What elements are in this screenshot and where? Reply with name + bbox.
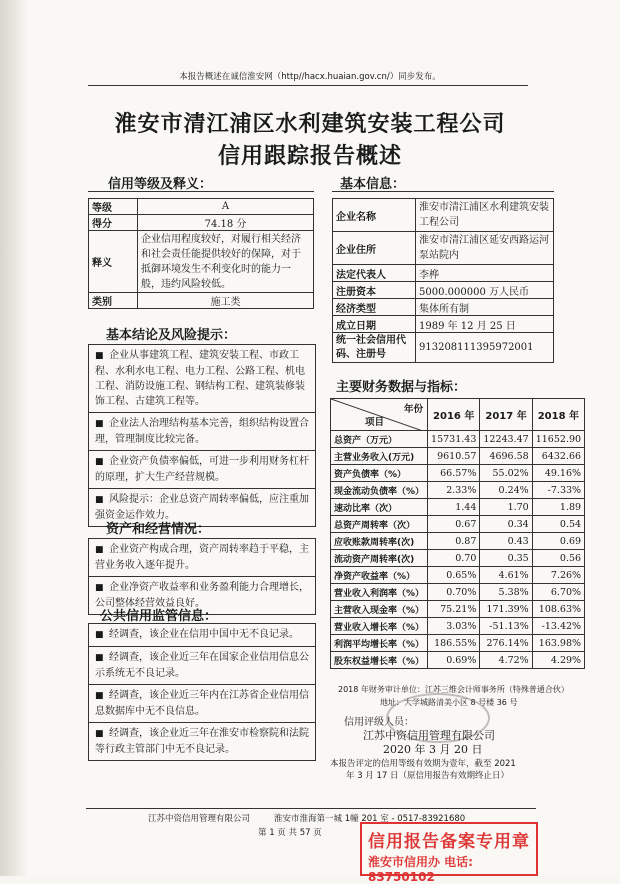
assets-heading: 资产和经营情况： (106, 522, 211, 537)
footer-rule (86, 808, 536, 809)
category-value: 施工类 (138, 293, 314, 309)
finance-row (331, 431, 585, 448)
finance-cell: 1.44 (428, 499, 480, 516)
finance-cell: 0.24% (480, 482, 532, 499)
report-subtitle: 信用跟踪报告概述 (217, 143, 402, 169)
audit-note: 2018 年财务审计单位：江苏三维会计师事务所（特殊普通合伙） (338, 685, 569, 694)
finance-row (331, 652, 585, 669)
conclusion-item: ■ 企业资产负债率偏低，可进一步利用财务杠杆的原理，扩大生产经营规模。 (89, 451, 315, 489)
finance-cell: 0.65% (428, 567, 480, 584)
finance-cell: -7.33% (532, 482, 584, 499)
finance-row-label: 营业收入增长率（%） (331, 618, 428, 635)
finance-row-label: 总资产（万元） (331, 431, 428, 448)
finance-cell: 0.70% (428, 584, 480, 601)
finance-row (331, 533, 585, 550)
finance-row (331, 635, 585, 652)
finance-cell: -13.42% (532, 618, 584, 635)
header-note: 本报告概述在诚信淮安网（http//hacx.huaian.gov.cn/）同步发布。 (179, 72, 441, 82)
finance-cell: 0.43 (480, 533, 532, 550)
finance-cell: 7.26% (532, 567, 584, 584)
legal-rep-label: 法定代表人 (333, 265, 416, 282)
finance-cell: 0.69 (532, 533, 584, 550)
finance-table (330, 398, 585, 669)
finance-cell: 55.02% (480, 465, 532, 482)
finance-cell: 0.70 (428, 550, 480, 567)
finance-cell: 12243.47 (480, 431, 532, 448)
rating-label: 等级 (89, 199, 138, 215)
finance-row-label: 现金流动负债率（%） (331, 482, 428, 499)
finance-cell: 0.35 (480, 550, 532, 567)
footer-company: 江苏中资信用管理有限公司 (148, 814, 251, 824)
finance-row-label: 速动比率（次） (331, 499, 428, 516)
finance-row-label: 资产负债率（%） (331, 465, 428, 482)
supervision-heading: 公共信用监管信息： (100, 609, 218, 624)
finance-row (331, 482, 585, 499)
supervision-item: ■ 经调查，该企业在信用中国中无不良记录。 (89, 624, 315, 647)
economy-type-label: 经济类型 (333, 299, 416, 316)
economy-type-value: 集体所有制 (416, 299, 554, 316)
finance-cell: 171.39% (480, 601, 532, 618)
finance-cell: 3.03% (428, 618, 480, 635)
assets-item: ■ 企业净资产收益率和业务盈利能力合理增长，公司整体经营效益良好。 (89, 577, 315, 615)
signoff-date: 2020 年 3 月 20 日 (383, 743, 483, 756)
address-label: 企业住所 (333, 232, 416, 265)
finance-heading: 主要财务数据与指标： (336, 380, 467, 395)
finance-row-label: 净资产收益率（%） (331, 567, 428, 584)
finance-cell: 4.29% (532, 652, 584, 669)
basic-info-rule (332, 191, 554, 192)
validity-line1: 本报告评定的信用等级有效期为壹年，截至 2021 (330, 759, 516, 769)
founded-value: 1989 年 12 月 25 日 (416, 316, 554, 333)
conclusion-item: ■ 企业法人治理结构基本完善，组织结构设置合理，管理制度比较完备。 (89, 413, 315, 451)
header-rule (88, 85, 528, 86)
finance-corner (331, 399, 428, 431)
supervision-item: ■ 经调查，该企业近三年在国家企业信用信息公示系统无不良记录。 (89, 647, 315, 685)
finance-cell: 6.70% (532, 584, 584, 601)
finance-cell: -51.13% (480, 618, 532, 635)
finance-cell: 1.89 (532, 499, 584, 516)
rating-value: A (138, 199, 314, 215)
footer-page: 第 1 页 共 57 页 (258, 828, 322, 838)
rating-rule (88, 191, 314, 192)
finance-cell: 108.63% (532, 601, 584, 618)
capital-label: 注册资本 (333, 282, 416, 299)
finance-row-label: 流动资产周转率(次) (331, 550, 428, 567)
stamp-line2: 淮安市信用办 电话: 83750102 (368, 855, 473, 884)
finance-row-label: 主营收入现金率（%） (331, 601, 428, 618)
category-label: 类别 (89, 293, 138, 309)
footer-address: 淮安市淮海第一城 1幢 201 室 - 0517-83921680 (274, 814, 466, 824)
finance-row (331, 550, 585, 567)
assets-item: ■ 企业资产构成合理，资产周转率趋于平稳，主营业务收入逐年提升。 (89, 539, 315, 577)
finance-cell: 0.34 (480, 516, 532, 533)
meaning-value: 企业信用程度较好，对履行相关经济和社会责任能提供较好的保障，对于抵御环境发生不利变化时的能力一般，违约风险较低。 (138, 231, 314, 293)
finance-row-label: 营业收入利润率（%） (331, 584, 428, 601)
year-header: 2017 年 (480, 399, 532, 431)
signoff-company: 江苏中资信用管理有限公司 (363, 729, 495, 742)
basic-info-heading: 基本信息： (340, 177, 406, 192)
finance-row (331, 516, 585, 533)
conclusion-heading: 基本结论及风险提示： (106, 328, 237, 343)
conclusion-item: ■ 企业从事建筑工程、建筑安装工程、市政工程、水利水电工程、电力工程、公路工程、机电工程、消防设施工程、钢结构工程、建筑装修装饰工程、古建筑工程等。 (89, 345, 315, 413)
address-note: 地址：大学城路清美小区 8 号楼 36 号 (380, 698, 518, 707)
finance-cell: 0.67 (428, 516, 480, 533)
validity-line2: 年 3 月 17 日（原信用报告有效期终止日） (346, 771, 510, 781)
report-title: 淮安市清江浦区水利建筑安装工程公司 (114, 111, 506, 137)
rating-heading: 信用等级及释义： (108, 177, 213, 192)
rating-table (88, 198, 314, 309)
finance-row-label: 主营业务收入(万元) (331, 448, 428, 465)
finance-cell: 186.55% (428, 635, 480, 652)
finance-cell: 0.69% (428, 652, 480, 669)
finance-row-label: 总资产周转率（次） (331, 516, 428, 533)
finance-row (331, 601, 585, 618)
finance-row (331, 567, 585, 584)
finance-cell: 9610.57 (428, 448, 480, 465)
filing-stamp (360, 822, 538, 884)
capital-value: 5000.000000 万人民币 (416, 282, 554, 299)
finance-cell: 276.14% (480, 635, 532, 652)
finance-cell: 4.72% (480, 652, 532, 669)
finance-cell: 163.98% (532, 635, 584, 652)
finance-row (331, 448, 585, 465)
assets-box (88, 538, 316, 615)
finance-cell: 4.61% (480, 567, 532, 584)
finance-cell: 6432.66 (532, 448, 584, 465)
finance-row-label: 利润平均增长率（%） (331, 635, 428, 652)
finance-cell: 0.54 (532, 516, 584, 533)
finance-cell: 49.16% (532, 465, 584, 482)
conclusion-box (88, 344, 316, 527)
address-value: 淮安市清江浦区延安西路运河泵站院内 (416, 232, 554, 265)
evaluator-label: 信用评级人员： (344, 717, 414, 728)
corner-year-label: 年份 (404, 404, 424, 415)
year-header: 2018 年 (532, 399, 584, 431)
corner-item-label: 项目 (365, 417, 385, 428)
supervision-item: ■ 经调查，该企业近三年内在江苏省企业信用信息数据库中无不良信息。 (89, 685, 315, 723)
finance-cell: 0.87 (428, 533, 480, 550)
score-value: 74.18 分 (138, 215, 314, 231)
finance-cell: 5.38% (480, 584, 532, 601)
finance-row (331, 465, 585, 482)
finance-cell: 4696.58 (480, 448, 532, 465)
supervision-box (88, 623, 316, 761)
supervision-item: ■ 经调查，该企业近三年在淮安市检察院和法院等行政主管部门中无不良记录。 (89, 723, 315, 761)
finance-row-label: 股东权益增长率（%） (331, 652, 428, 669)
score-label: 得分 (89, 215, 138, 231)
credit-code-label: 统一社会信用代码、注册号 (333, 333, 416, 363)
legal-rep-value: 李桦 (416, 265, 554, 282)
basic-info-table (332, 198, 554, 363)
finance-cell: 75.21% (428, 601, 480, 618)
company-name-value: 淮安市清江浦区水利建筑安装工程公司 (416, 199, 554, 232)
finance-cell: 1.70 (480, 499, 532, 516)
finance-cell: 15731.43 (428, 431, 480, 448)
finance-row-label: 应收账款周转率(次) (331, 533, 428, 550)
founded-label: 成立日期 (333, 316, 416, 333)
finance-cell: 66.57% (428, 465, 480, 482)
finance-cell: 2.33% (428, 482, 480, 499)
finance-row (331, 584, 585, 601)
meaning-label: 释义 (89, 231, 138, 293)
finance-cell: 11652.90 (532, 431, 584, 448)
finance-row (331, 618, 585, 635)
company-name-label: 企业名称 (333, 199, 416, 232)
conclusion-item: ■ 风险提示：企业总资产周转率偏低，应注重加强资金运作效力。 (89, 489, 315, 527)
credit-code-value: 913208111395972001 (416, 333, 554, 363)
finance-cell: 0.56 (532, 550, 584, 567)
finance-row (331, 499, 585, 516)
year-header: 2016 年 (428, 399, 480, 431)
stamp-line1: 信用报告备案专用章 (368, 832, 530, 852)
